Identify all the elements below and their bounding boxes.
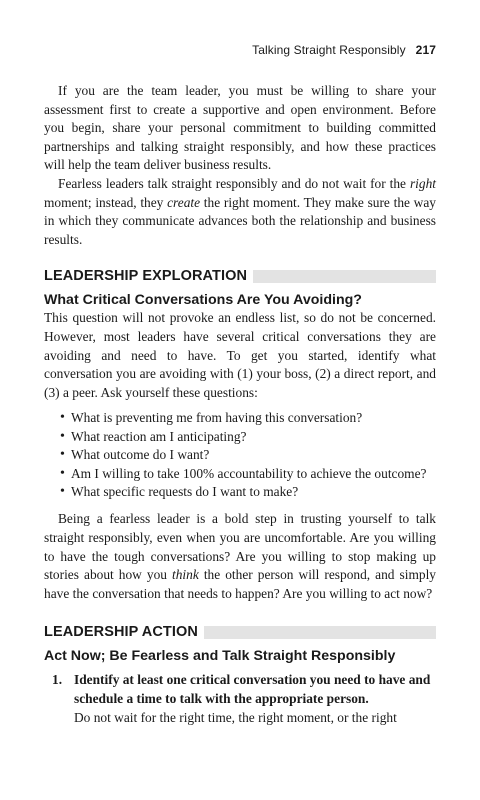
intro-paragraph-2 xyxy=(44,175,436,249)
step-body: Do not wait for the right time, the right moment, or the right xyxy=(74,709,397,725)
intro-paragraph-1: If you are the team leader, you must be willing to share your assessment first to create a supportive and open environment. Before you begin, share your personal commitment to building committed partnerships and talking straight responsibly, and how these practices will help the team deliver business results. xyxy=(44,83,436,173)
section-heading-label: LEADERSHIP ACTION xyxy=(44,624,198,641)
exploration-closing-paragraph xyxy=(44,510,436,603)
emphasis-create: create xyxy=(167,194,201,210)
list-item xyxy=(44,671,436,727)
text-run: the other person will respond, and simply have the conversation that needs to happen? Are you willing to act now? xyxy=(44,567,437,601)
text-run: Being a fearless leader is a bold step in trusting yourself to talk straight responsibly, even when you are uncomfortable. Are you willing to have the tough conversations? Are you willing to stop making up stories about how you xyxy=(44,511,436,583)
step-lead: Identify at least one critical conversation you need to have and schedule a time to talk with the appropriate person. xyxy=(74,672,431,706)
emphasis-think: think xyxy=(172,567,199,583)
emphasis-right: right xyxy=(409,175,436,191)
text-run: the right moment. They make sure the way in which they communicate advances both the relationship and business results. xyxy=(44,194,436,247)
exploration-paragraph: This question will not provoke an endless list, so do not be concerned. However, most leaders have several critical conversations they are avoiding and need to have. To get you started, identify what conversation you are avoiding with (1) your boss, (2) a direct report, and (3) a peer. Ask yourself these questions: xyxy=(44,310,436,400)
action-steps xyxy=(44,671,436,727)
list-item: • What outcome do I want? xyxy=(60,446,436,464)
page-content xyxy=(44,82,436,727)
text-run: Fearless leaders talk straight responsibly and do not wait for the xyxy=(58,175,410,191)
page-number: 217 xyxy=(415,43,436,57)
running-head-title: Talking Straight Responsibly xyxy=(252,43,406,57)
section-heading-action xyxy=(44,623,436,641)
list-item: • What specific requests do I want to make? xyxy=(60,483,436,501)
subheading-action: Act Now; Be Fearless and Talk Straight Responsibly xyxy=(44,648,396,665)
question-list xyxy=(44,409,436,501)
section-heading-label: LEADERSHIP EXPLORATION xyxy=(44,268,248,285)
list-item: • What reaction am I anticipating? xyxy=(60,428,436,446)
text-run: moment; instead, they xyxy=(44,194,168,210)
list-item: • What is preventing me from having this conversation? xyxy=(60,409,436,427)
heading-rule xyxy=(204,626,436,639)
heading-rule xyxy=(253,270,436,283)
list-item: • Am I willing to take 100% accountability to achieve the outcome? xyxy=(60,465,436,483)
step-number: 1. xyxy=(52,672,63,688)
subheading-exploration: What Critical Conversations Are You Avoiding? xyxy=(44,292,362,309)
section-heading-exploration xyxy=(44,267,436,285)
running-head xyxy=(252,43,436,57)
